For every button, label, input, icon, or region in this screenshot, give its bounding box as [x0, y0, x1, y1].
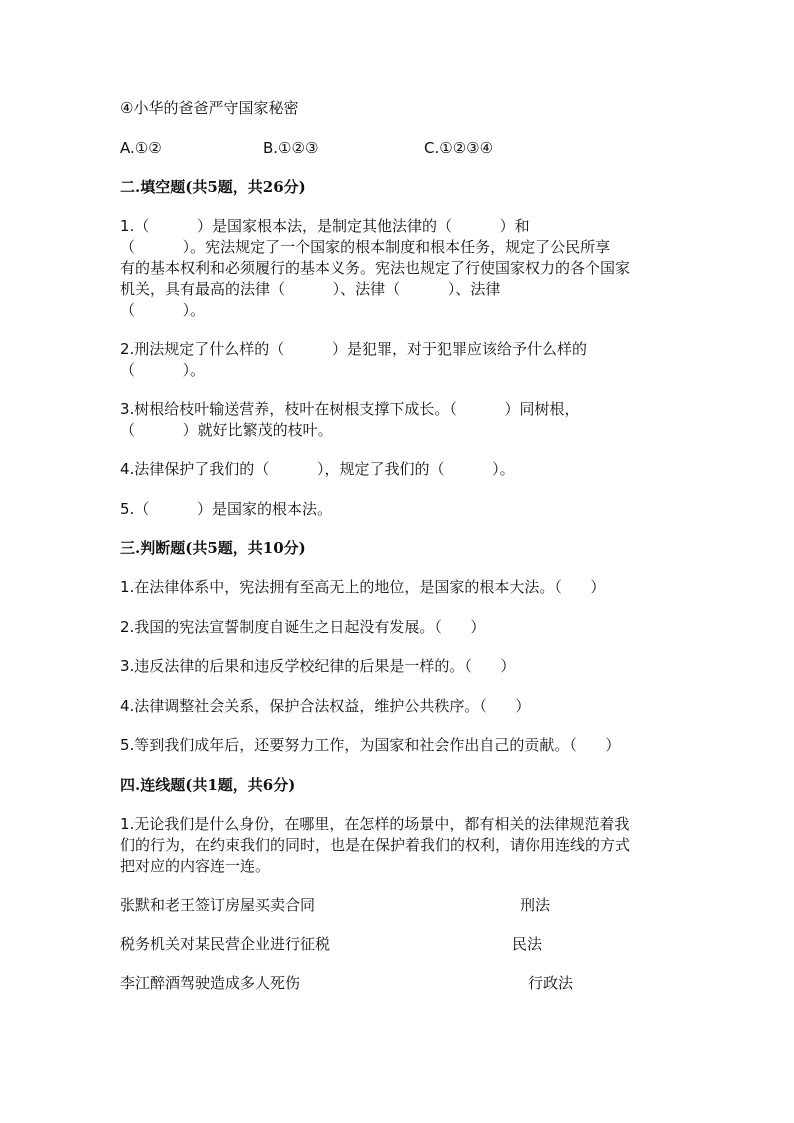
option-b: B.①②③ [263, 139, 319, 157]
fill-q3-line-2: （ ）就好比繁茂的枝叶。 [120, 421, 333, 439]
match-q1-line-2: 们的行为，在约束我们的同时，也是在保护着我们的权利，请你用连线的方式 [120, 836, 631, 854]
option-a: A.①② [120, 139, 162, 157]
judge-q4: 4.法律调整社会关系，保护合法权益，维护公共秩序。（ ） [120, 697, 531, 715]
match-right-item-2: 民法 [512, 935, 543, 953]
fill-q1-line-4: 机关，具有最高的法律（ ）、法律（ ）、法律 [120, 280, 501, 298]
match-left-item-2: 税务机关对某民营企业进行征税 [120, 935, 331, 953]
judge-q3: 3.违反法律的后果和违反学校纪律的后果是一样的。（ ） [120, 657, 516, 675]
fill-q1-line-5: （ ）。 [120, 301, 206, 319]
fill-q1-line-2: （ ）。宪法规定了一个国家的根本制度和根本任务，规定了公民所享 [120, 238, 611, 256]
section-3-heading: 三.判断题(共5题，共10分) [120, 539, 306, 557]
fill-q4: 4.法律保护了我们的（ ），规定了我们的（ ）。 [120, 460, 515, 478]
fill-q3-line-1: 3.树根给枝叶输送营养，枝叶在树根支撑下成长。（ ）同树根， [120, 400, 580, 418]
option-c: C.①②③④ [424, 139, 494, 157]
match-q1-line-3: 把对应的内容连一连。 [120, 857, 271, 875]
fill-q2-line-2: （ ）。 [120, 361, 206, 379]
fill-q1-line-1: 1.（ ）是国家根本法，是制定其他法律的（ ）和 [120, 217, 530, 235]
match-left-item-3: 李江醉酒驾驶造成多人死伤 [120, 974, 301, 992]
match-right-item-1: 刑法 [520, 896, 551, 914]
fill-q1-line-3: 有的基本权利和必须履行的基本义务。宪法也规定了行使国家权力的各个国家 [120, 259, 631, 277]
section-4-heading: 四.连线题(共1题，共6分) [120, 776, 296, 794]
match-left-item-1: 张默和老王签订房屋买卖合同 [120, 896, 316, 914]
section-2-heading: 二.填空题(共5题，共26分) [120, 178, 306, 196]
judge-q2: 2.我国的宪法宣誓制度自诞生之日起没有发展。（ ） [120, 618, 486, 636]
match-q1-line-1: 1.无论我们是什么身份，在哪里，在怎样的场景中，都有相关的法律规范着我 [120, 815, 630, 833]
fill-q5: 5.（ ）是国家的根本法。 [120, 500, 332, 518]
fill-q2-line-1: 2.刑法规定了什么样的（ ）是犯罪，对于犯罪应该给予什么样的 [120, 340, 587, 358]
judge-q1: 1.在法律体系中，宪法拥有至高无上的地位，是国家的根本大法。（ ） [120, 578, 606, 596]
judge-q5: 5.等到我们成年后，还要努力工作，为国家和社会作出自己的贡献。（ ） [120, 736, 621, 754]
question-4-statement: ④小华的爸爸严守国家秘密 [120, 99, 299, 117]
match-right-item-3: 行政法 [528, 974, 574, 992]
